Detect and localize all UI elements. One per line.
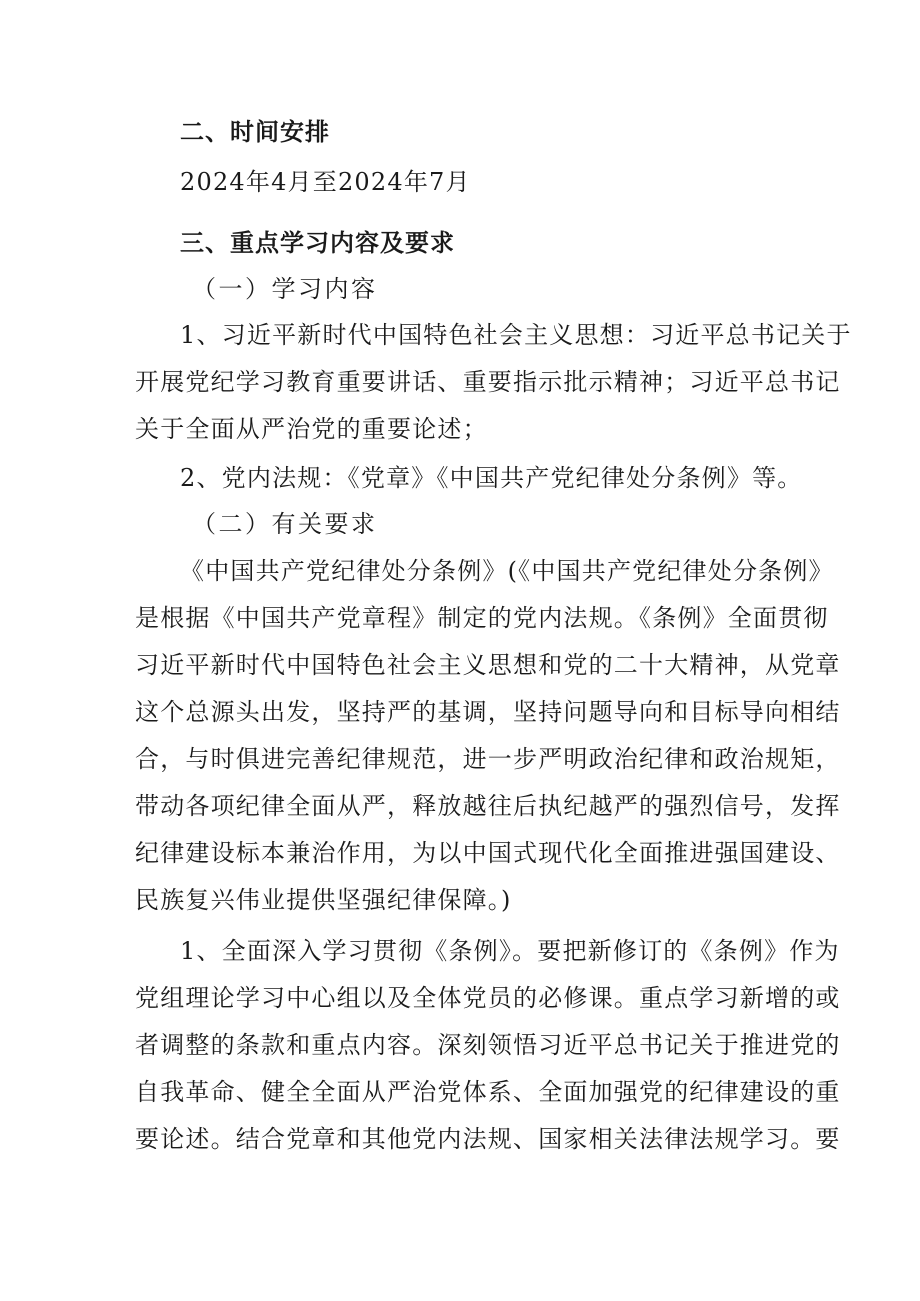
requirements-item-1-line-4: 自我革命、健全全面从严治党体系、全面加强党的纪律建设的重 [135,1078,841,1106]
subheading-content: （一）学习内容 [192,275,378,303]
section-heading-time: 二、时间安排 [180,118,330,146]
requirements-item-1-line-3: 者调整的条款和重点内容。深刻领悟习近平总书记关于推进党的 [135,1031,841,1059]
requirements-intro-line-3: 习近平新时代中国特色社会主义思想和党的二十大精神，从党章 [135,651,841,679]
content-item-1-line-3: 关于全面从严治党的重要论述； [135,415,488,443]
requirements-intro-line-8: 民族复兴伟业提供坚强纪律保障。) [135,886,512,914]
content-item-2: 2、党内法规：《党章》《中国共产党纪律处分条例》等。 [180,464,803,492]
requirements-item-1-line-2: 党组理论学习中心组以及全体党员的必修课。重点学习新增的或 [135,984,841,1012]
requirements-intro-line-4: 这个总源头出发，坚持严的基调，坚持问题导向和目标导向相结 [135,698,841,726]
content-item-1-line-1: 1、习近平新时代中国特色社会主义思想：习近平总书记关于 [180,321,852,349]
requirements-intro-line-7: 纪律建设标本兼治作用，为以中国式现代化全面推进强国建设、 [135,839,841,867]
subheading-requirements: （二）有关要求 [192,510,378,538]
requirements-intro-line-6: 带动各项纪律全面从严，释放越往后执纪越严的强烈信号，发挥 [135,792,841,820]
content-item-1-line-2: 开展党纪学习教育重要讲话、重要指示批示精神；习近平总书记 [135,368,841,396]
section-heading-focus: 三、重点学习内容及要求 [180,229,455,257]
requirements-item-1-line-5: 要论述。结合党章和其他党内法规、国家相关法律法规学习。要 [135,1125,841,1153]
requirements-intro-line-2: 是根据《中国共产党章程》制定的党内法规。《条例》全面贯彻 [135,604,829,632]
requirements-intro-line-1: 《中国共产党纪律处分条例》(《中国共产党纪律处分条例》 [180,557,834,585]
requirements-intro-line-5: 合，与时俱进完善纪律规范，进一步严明政治纪律和政治规矩， [135,745,841,773]
time-range-text: 2024年4月至2024年7月 [180,168,471,196]
requirements-item-1-line-1: 1、全面深入学习贯彻《条例》。要把新修订的《条例》作为 [180,937,840,965]
